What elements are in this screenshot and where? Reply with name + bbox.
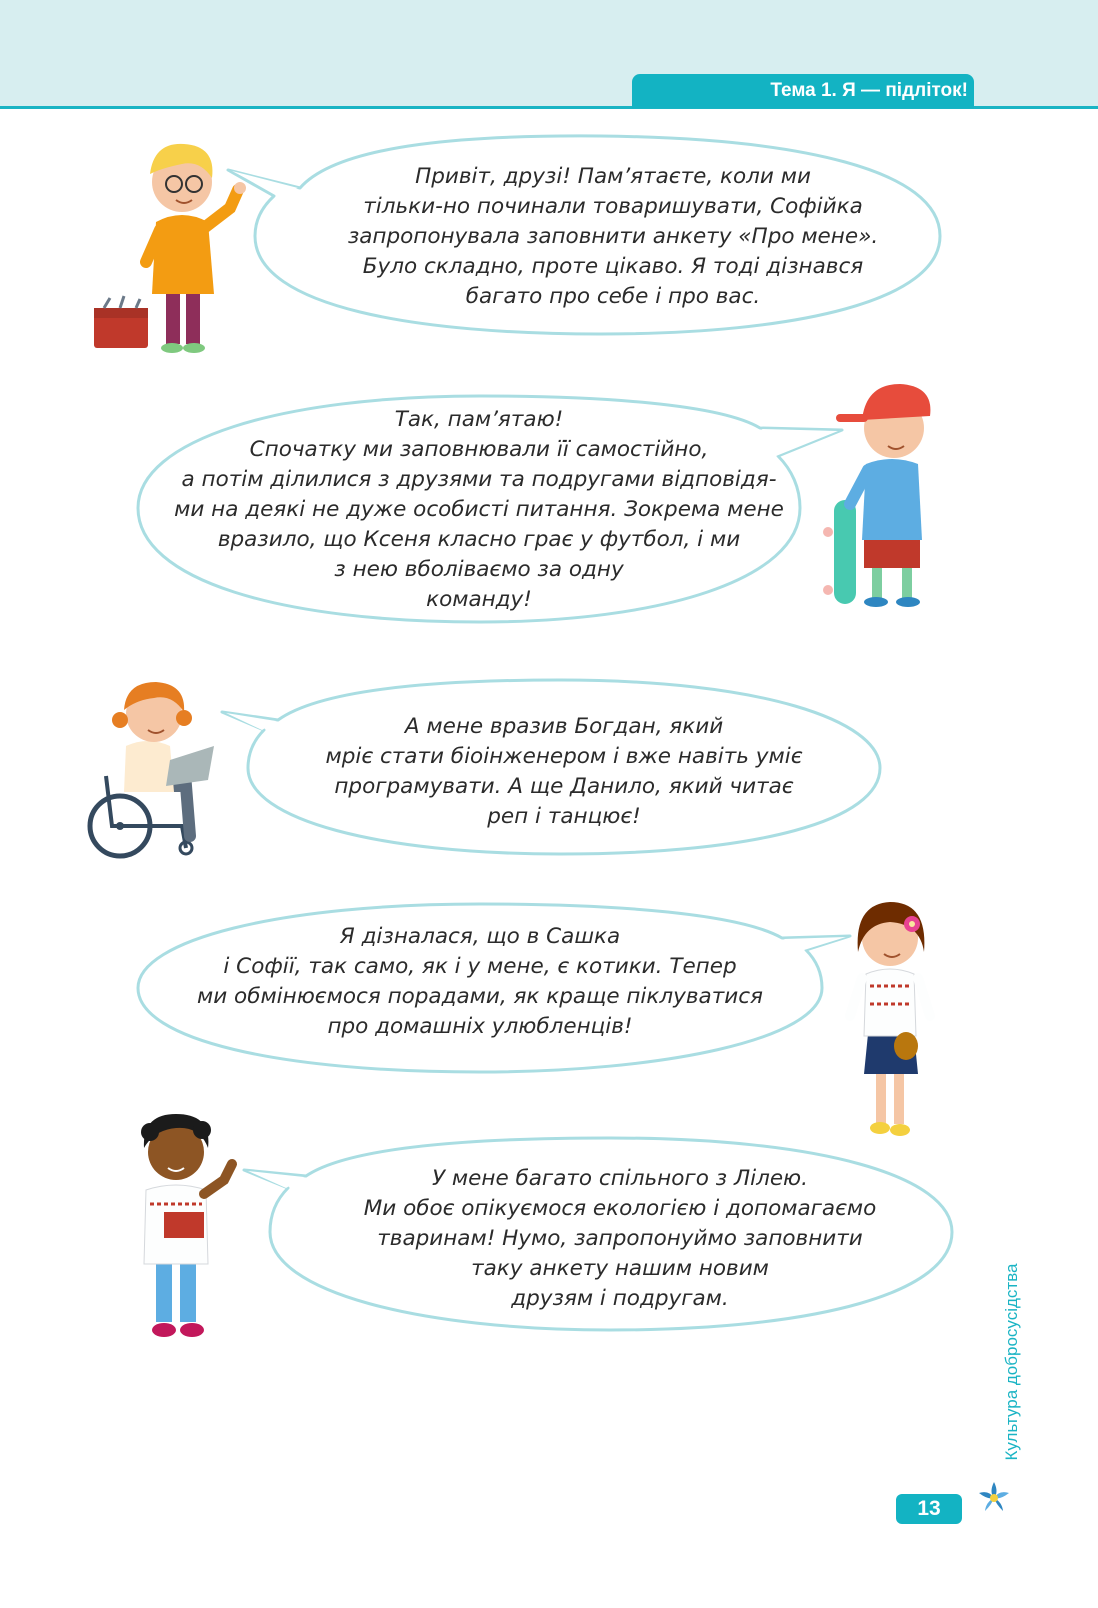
bubble-3-text: А мене вразив Богдан, який мріє стати біоінженером і вже навіть уміє програмувати. А ще Данило, який читає реп і танцює! [325, 714, 803, 829]
toolbox-icon [94, 314, 148, 348]
bubble-5-text: У мене багато спільного з Лілею. Ми обоє опікуємося екологією і допомагаємо тваринам! Нумо, запропонуймо заповнити таку анкету нашим новим друзям і подругам. [363, 1166, 877, 1311]
boy-with-skateboard-illustration [820, 370, 950, 620]
topic-tab: Тема 1. Я — підліток! [632, 74, 974, 108]
skateboard-icon [834, 500, 856, 604]
bubble-1-text: Привіт, друзі! Пам’ятаєте, коли ми тільки-но починали товаришувати, Софійка запропонувала заповнити анкету «Про мене». Було складно, проте цікаво. Я тоді дізнався багато про себе і про вас. [347, 164, 879, 309]
boy-with-book-illustration [136, 1108, 256, 1348]
laptop-icon [166, 746, 214, 786]
bag-icon [894, 1032, 918, 1060]
book-icon [164, 1212, 204, 1238]
section-label: Культура добросусідства [1002, 1263, 1021, 1461]
bubble-4-text: Я дізналася, що в Сашка і Софії, так само, як і у мене, є котики. Тепер ми обмінюємося порадами, як краще піклуватися про домашніх улюбленців! [197, 924, 763, 1039]
boy-with-glasses-illustration [90, 138, 250, 360]
bubble-2-text: Так, пам’ятаю! Спочатку ми заповнювали її самостійно, а потім ділилися з друзями та подругами відповідя- ми на деякі не дуже особисті питання. Зокрема мене вразило, що Ксеня класно грає у футбол, і ми з нею вболіваємо за одну команду! [174, 407, 784, 612]
girl-in-vyshyvanka-illustration [840, 894, 940, 1146]
page-number: 13 [896, 1494, 962, 1524]
flower-logo-icon [976, 1480, 1012, 1516]
girl-in-wheelchair-illustration [86, 676, 226, 862]
